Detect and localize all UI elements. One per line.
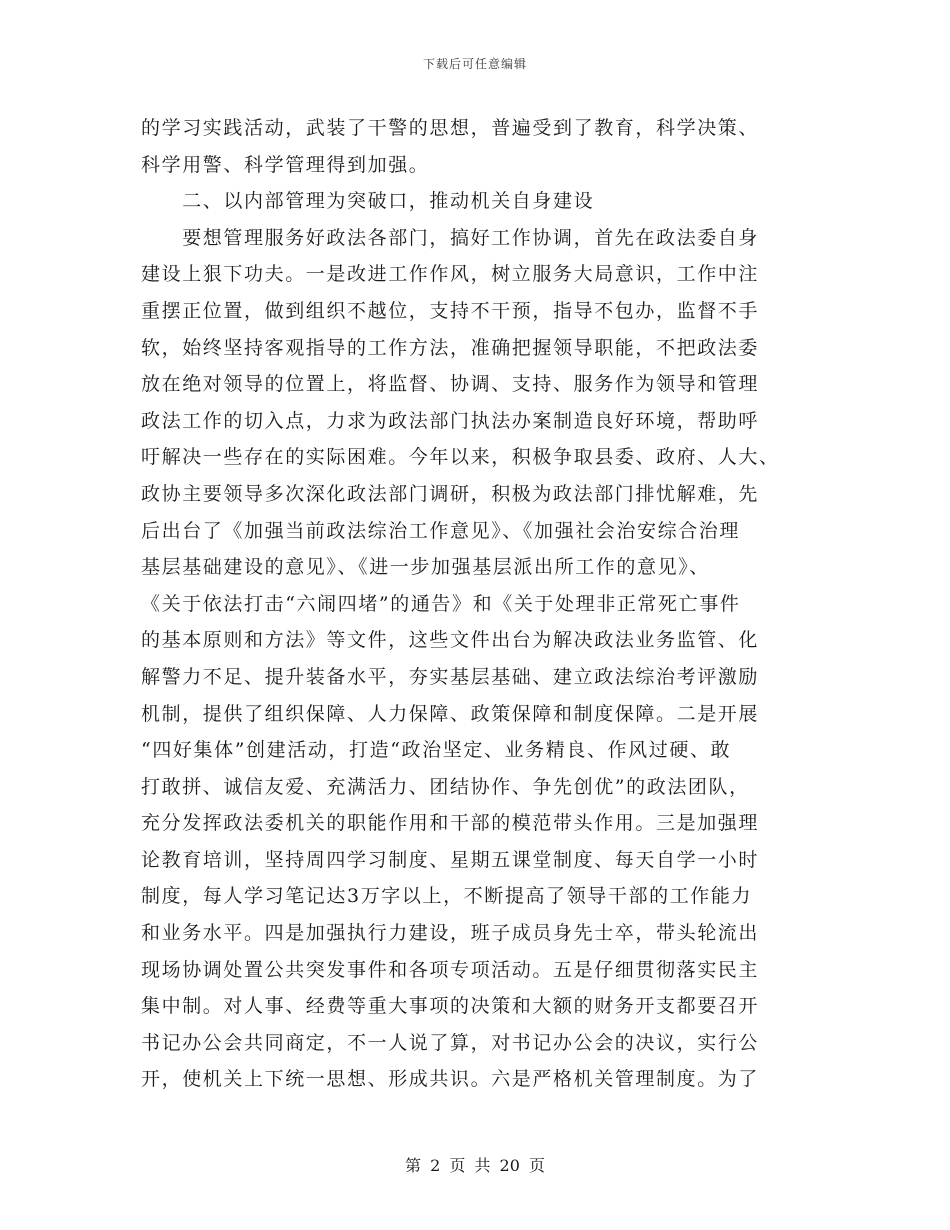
text-line: 建设上狠下功夫。一是改进工作作风，树立服务大局意识，工作中注 [141, 263, 760, 286]
text-line: “四好集体”创建活动，打造“政治坚定、业务精良、作风过硬、敢 [141, 739, 732, 762]
section-heading: 二、以内部管理为突破口，推动机关自身建设 [141, 190, 595, 213]
text-line: 放在绝对领导的位置上，将监督、协调、支持、服务作为领导和管理 [141, 373, 760, 396]
text-line: 机制，提供了组织保障、人力保障、政策保障和制度保障。二是开展 [141, 702, 760, 725]
text-line: 充分发挥政法委机关的职能作用和干部的模范带头作用。三是加强理 [141, 812, 760, 835]
page-number-footer: 第 2 页 共 20 页 [405, 1156, 545, 1175]
text-line: 论教育培训，坚持周四学习制度、星期五课堂制度、每天自学一小时 [141, 848, 760, 871]
text-line: 的基本原则和方法》等文件，这些文件出台为解决政法业务监管、化 [141, 629, 760, 652]
text-line: 软，始终坚持客观指导的工作方法，准确把握领导职能，不把政法委 [141, 336, 760, 359]
text-line: 的学习实践活动，武装了干警的思想，普遍受到了教育，科学决策、 [141, 117, 760, 139]
text-line: 后出台了《加强当前政法综治工作意见》、《加强社会治安综合治理 [141, 519, 741, 542]
text-line: 集中制。对人事、经费等重大事项的决策和大额的财务开支都要召开 [141, 995, 760, 1018]
page-header: 下载后可任意编辑 [422, 57, 527, 71]
text-line: 书记办公会共同商定，不一人说了算，对书记办公会的决议，实行公 [141, 1031, 760, 1054]
text-line: 和业务水平。四是加强执行力建设，班子成员身先士卒，带头轮流出 [141, 922, 760, 945]
text-line: 科学用警、科学管理得到加强。 [141, 153, 430, 176]
text-line: 打敢拼、诚信友爱、充满活力、团结协作、争先创优”的政法团队， [141, 775, 750, 798]
text-line: 吁解决一些存在的实际困难。今年以来，积极争取县委、政府、人大、 [141, 446, 780, 469]
text-line: 解警力不足、提升装备水平，夯实基层基础、建立政法综治考评激励 [141, 665, 760, 688]
document-body [141, 110, 806, 1098]
text-line: 现场协调处置公共突发事件和各项专项活动。五是仔细贯彻落实民主 [141, 958, 760, 981]
text-line: 制度，每人学习笔记达3万字以上，不断提高了领导干部的工作能力 [141, 885, 753, 908]
text-line: 基层基础建设的意见》、《进一步加强基层派出所工作的意见》、 [141, 556, 710, 579]
text-line: 政法工作的切入点，力求为政法部门执法办案制造良好环境，帮助呼 [141, 409, 760, 432]
text-line: 重摆正位置，做到组织不越位，支持不干预，指导不包办，监督不手 [141, 299, 760, 322]
text-line: 要想管理服务好政法各部门，搞好工作协调，首先在政法委自身 [141, 226, 760, 249]
text-line: 《关于依法打击“六闹四堵”的通告》和《关于处理非正常死亡事件 [141, 592, 741, 615]
text-line: 政协主要领导多次深化政法部门调研，积极为政法部门排忧解难，先 [141, 482, 760, 505]
text-line: 开，使机关上下统一思想、形成共识。六是严格机关管理制度。为了 [141, 1068, 760, 1091]
